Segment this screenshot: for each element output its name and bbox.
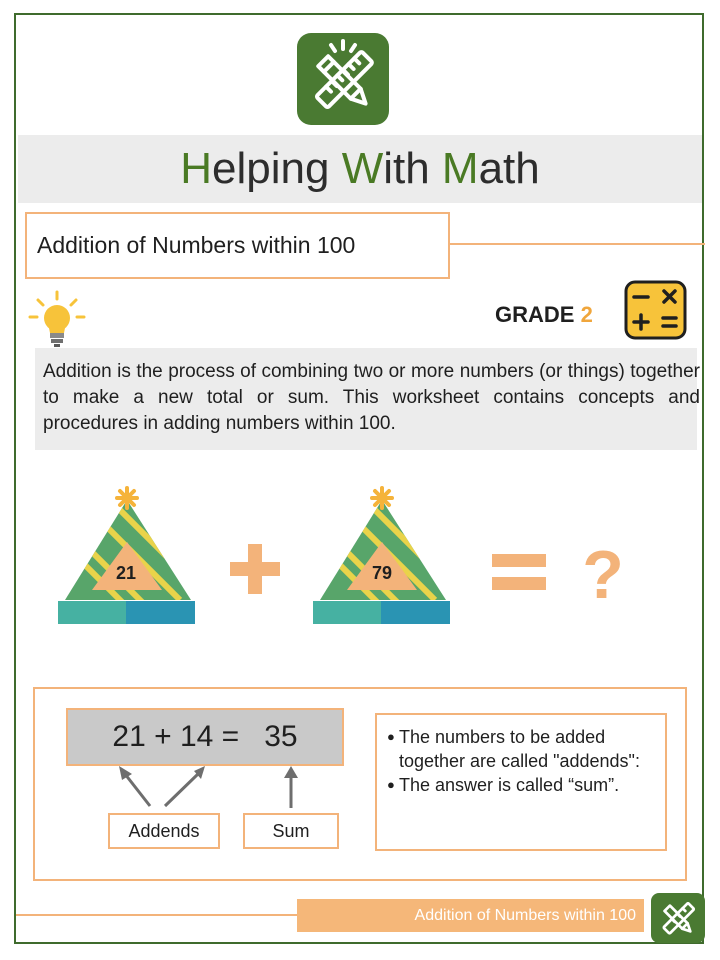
title-part-ith: ith [383, 144, 442, 193]
pencil-ruler-icon [297, 33, 389, 125]
grade-label [495, 302, 593, 328]
topic-connector-line [450, 243, 705, 245]
footer-connector-line [16, 914, 298, 916]
footer-logo [651, 893, 705, 943]
intro-text: Addition is the process of combining two or more numbers (or things) together to make a new total or sum. This worksheet contains concepts and procedures in adding numbers within 100. [43, 361, 700, 434]
equation-box [66, 708, 344, 766]
party-hat-right [313, 480, 465, 624]
title-letter-m: M [441, 144, 479, 193]
addition-illustration [50, 480, 670, 640]
note-addends: ● The numbers to be added together are called "addends": [387, 725, 657, 773]
note-sum: ● The answer is called “sum”. [387, 773, 657, 797]
footer-bar [297, 899, 644, 932]
plus-sign [230, 544, 280, 594]
pencil-ruler-icon [651, 893, 705, 943]
unknown-result: ? [582, 537, 624, 613]
addends-label: Addends [108, 813, 220, 849]
brand-logo [297, 33, 389, 125]
title-part-ath: ath [478, 144, 540, 193]
example-equation: 21 + 14 = 35 [112, 720, 298, 753]
label-arrows [95, 766, 335, 811]
intro-panel [35, 348, 700, 450]
party-hat-left [58, 480, 210, 624]
addend-1: 21 [115, 563, 137, 583]
calculator-icon [624, 280, 687, 340]
title-letter-w: W [341, 144, 384, 193]
title-band [18, 135, 702, 203]
addend-2: 79 [371, 563, 393, 583]
lightbulb-icon [26, 290, 88, 352]
grade-word: GRADE [495, 302, 575, 327]
sum-label: Sum [243, 813, 339, 849]
site-title [18, 135, 702, 203]
topic-title-box [25, 212, 450, 279]
title-part-elping: elping [212, 144, 342, 193]
example-panel [33, 687, 687, 881]
definition-notes [375, 713, 667, 851]
title-letter-h: H [180, 144, 213, 193]
footer-title: Addition of Numbers within 100 [414, 907, 636, 924]
equals-sign [492, 554, 546, 590]
grade-number: 2 [580, 302, 593, 327]
topic-title: Addition of Numbers within 100 [37, 232, 356, 258]
